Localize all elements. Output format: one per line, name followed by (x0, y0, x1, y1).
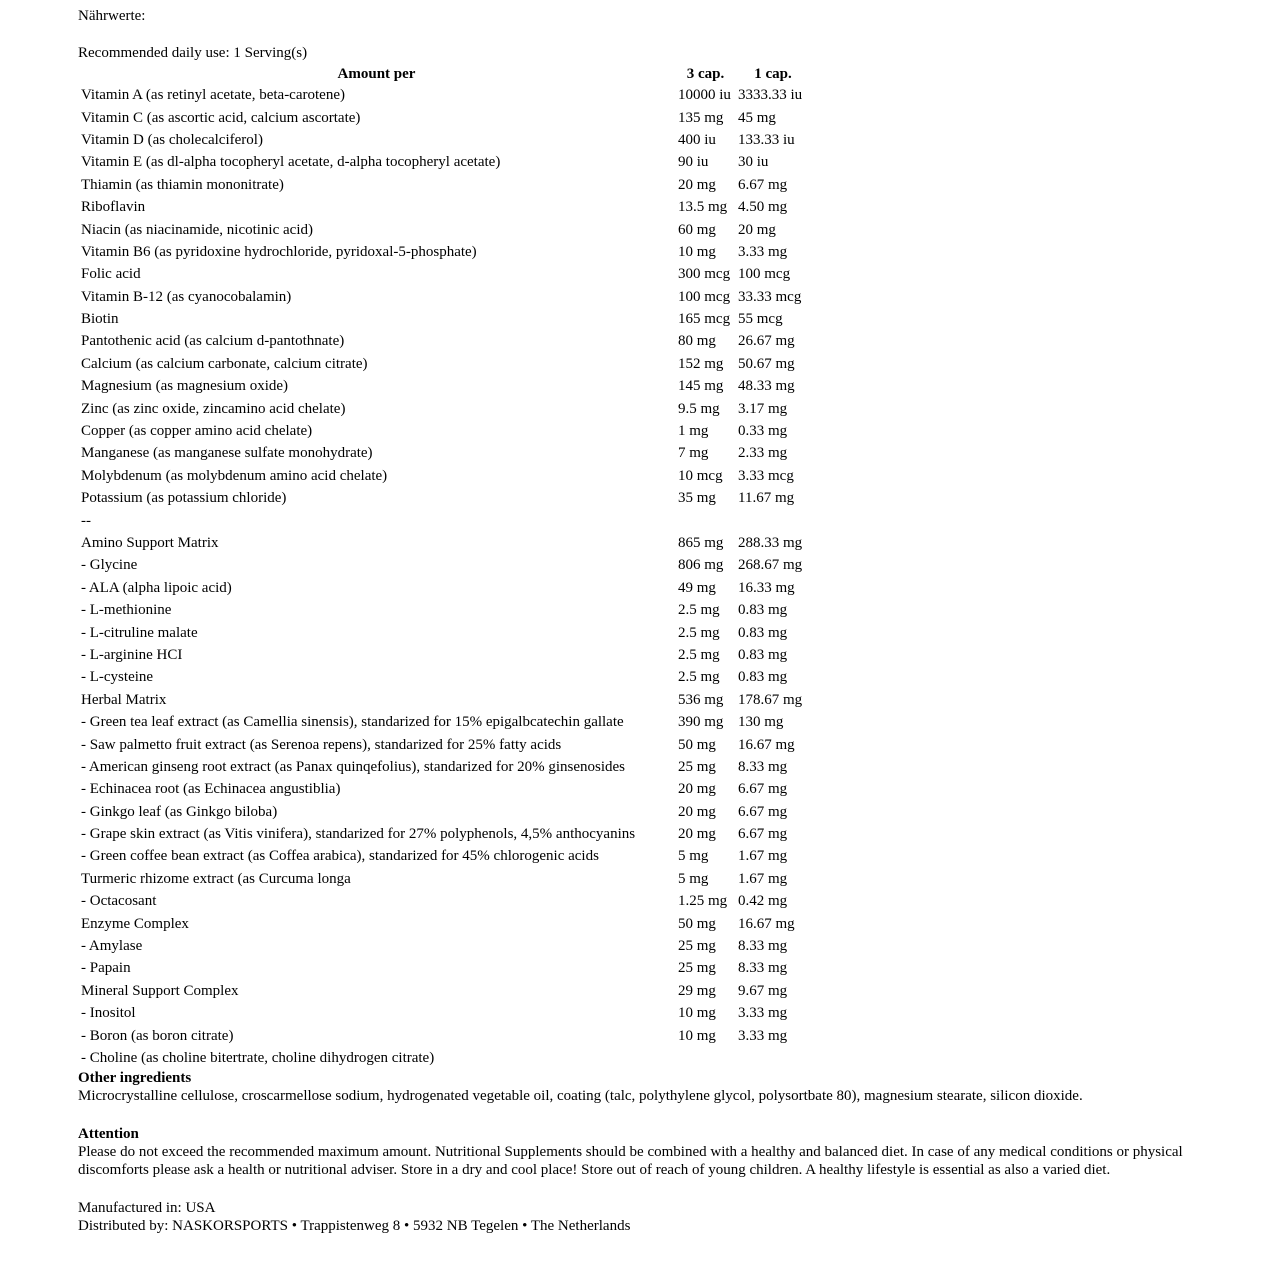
table-row (78, 397, 810, 419)
table-row (78, 375, 810, 397)
amount-3-cap: 20 mg (678, 803, 716, 820)
amount-3-cap: 50 mg (678, 736, 716, 753)
nutrient-name: Enzyme Complex (81, 915, 189, 932)
table-row (78, 487, 810, 509)
amount-3-cap: 29 mg (678, 982, 716, 999)
other-ingredients-title: Other ingredients (78, 1070, 192, 1087)
amount-1-cap: 3.33 mcg (738, 467, 794, 484)
table-row (78, 778, 810, 800)
amount-3-cap: 135 mg (678, 109, 724, 126)
amount-3-cap: 10 mg (678, 1027, 716, 1044)
table-row (78, 330, 810, 352)
amount-1-cap: 48.33 mg (738, 378, 795, 395)
amount-1-cap: 33.33 mcg (738, 288, 802, 305)
amount-3-cap: 2.5 mg (678, 646, 720, 663)
nutrition-table (78, 63, 810, 1069)
table-row (78, 286, 810, 308)
table-row (78, 241, 810, 263)
amount-3-cap: 20 mg (678, 826, 716, 843)
amount-3-cap: 100 mcg (678, 288, 731, 305)
amount-1-cap: 133.33 iu (738, 131, 795, 148)
amount-1-cap: 6.67 mg (738, 826, 788, 843)
table-row (78, 84, 810, 106)
amount-3-cap: 80 mg (678, 333, 716, 350)
spacer (78, 1180, 1238, 1199)
amount-1-cap: 3.33 mg (738, 1005, 788, 1022)
amount-1-cap: 20 mg (738, 221, 776, 238)
amount-3-cap: 10000 iu (678, 87, 731, 104)
table-row (78, 308, 810, 330)
nutrient-name: Magnesium (as magnesium oxide) (81, 378, 289, 395)
nutrient-name: - L-arginine HCI (81, 646, 183, 663)
amount-1-cap: 178.67 mg (738, 691, 803, 708)
manufactured-in: Manufactured in: USA (78, 1199, 216, 1216)
nutrient-name: Biotin (81, 311, 119, 328)
nutrient-name: - ALA (alpha lipoic acid) (81, 579, 232, 596)
amount-1-cap: 3.33 mg (738, 1027, 788, 1044)
nutrient-name: - Glycine (81, 557, 138, 574)
amount-3-cap: 1.25 mg (678, 893, 728, 910)
nutrient-name: Niacin (as niacinamide, nicotinic acid) (81, 221, 313, 238)
amount-3-cap: 60 mg (678, 221, 716, 238)
amount-1-cap: 55 mcg (738, 311, 783, 328)
amount-3-cap: 2.5 mg (678, 624, 720, 641)
amount-1-cap: 8.33 mg (738, 938, 788, 955)
nutrient-name: Herbal Matrix (81, 691, 167, 708)
amount-1-cap: 8.33 mg (738, 758, 788, 775)
amount-3-cap: 9.5 mg (678, 400, 720, 417)
amount-1-cap: 100 mcg (738, 266, 791, 283)
nutrient-name: - Saw palmetto fruit extract (as Serenoa repens), standarized for 25% fatty acids (81, 736, 562, 753)
amount-1-cap: 16.67 mg (738, 915, 795, 932)
amount-1-cap: 130 mg (738, 714, 784, 731)
amount-3-cap: 1 mg (678, 423, 709, 440)
amount-1-cap: 50.67 mg (738, 355, 795, 372)
amount-1-cap: 3.17 mg (738, 400, 788, 417)
nutrient-name: Zinc (as zinc oxide, zincamino acid chelate) (81, 400, 346, 417)
amount-1-cap: 1.67 mg (738, 848, 788, 865)
amount-3-cap: 7 mg (678, 445, 709, 462)
amount-1-cap: 30 iu (738, 154, 769, 171)
amount-3-cap: 10 mcg (678, 467, 723, 484)
table-row (78, 1002, 810, 1024)
amount-1-cap: 6.67 mg (738, 176, 788, 193)
table-row (78, 689, 810, 711)
nutrition-table-body (78, 84, 810, 1069)
nutrient-name: Molybdenum (as molybdenum amino acid chelate) (81, 467, 388, 484)
table-row (78, 577, 810, 599)
attention-title: Attention (78, 1125, 139, 1142)
nutrient-name: - Choline (as choline bitertrate, choline dihydrogen citrate) (81, 1049, 435, 1066)
nutrient-name: Pantothenic acid (as calcium d-pantothnate) (81, 333, 345, 350)
table-row (78, 509, 810, 531)
table-row (78, 532, 810, 554)
nutrient-name: - Ginkgo leaf (as Ginkgo biloba) (81, 803, 278, 820)
amount-3-cap: 806 mg (678, 557, 724, 574)
amount-1-cap: 16.67 mg (738, 736, 795, 753)
amount-3-cap: 20 mg (678, 781, 716, 798)
table-row (78, 263, 810, 285)
amount-1-cap: 16.33 mg (738, 579, 795, 596)
spacer (78, 1106, 1238, 1125)
amount-1-cap: 26.67 mg (738, 333, 795, 350)
nutrient-name: Vitamin C (as ascortic acid, calcium ascortate) (81, 109, 361, 126)
table-row (78, 823, 810, 845)
table-row (78, 912, 810, 934)
amount-1-cap: 268.67 mg (738, 557, 803, 574)
amount-3-cap: 25 mg (678, 960, 716, 977)
amount-3-cap: 2.5 mg (678, 602, 720, 619)
nutrient-name: Calcium (as calcium carbonate, calcium citrate) (81, 355, 368, 372)
nutrient-name: - Green tea leaf extract (as Camellia sinensis), standarized for 15% epigalbcatechin gallate (81, 714, 624, 731)
header-1-cap: 1 cap. (754, 65, 792, 82)
amount-1-cap: 0.33 mg (738, 423, 788, 440)
nutrient-name: Vitamin A (as retinyl acetate, beta-carotene) (81, 87, 345, 104)
recommended-use: Recommended daily use: 1 Serving(s) (78, 45, 308, 61)
attention-text: Please do not exceed the recommended maximum amount. Nutritional Supplements should be combined with a healthy and balanced diet. In case of any medical conditions or physical discomforts please ask a health or nutritional adviser. Store in a dry and cool place! Store out of reach of young children. A healthy lifestyle is essential as also a varied diet. (78, 1143, 1183, 1179)
table-row (78, 599, 810, 621)
page-title: Nährwerte: (78, 8, 146, 24)
table-row (78, 890, 810, 912)
nutrient-name: - Green coffee bean extract (as Coffea arabica), standarized for 45% chlorogenic acids (81, 848, 599, 865)
amount-3-cap: 165 mcg (678, 311, 731, 328)
amount-1-cap: 6.67 mg (738, 781, 788, 798)
amount-1-cap: 288.33 mg (738, 535, 803, 551)
amount-3-cap: 35 mg (678, 490, 716, 507)
nutrient-name: - Grape skin extract (as Vitis vinifera), standarized for 27% polyphenols, 4,5% anthocyanins (81, 826, 636, 843)
amount-3-cap: 25 mg (678, 938, 716, 955)
table-header-row (78, 63, 810, 84)
amount-3-cap: 90 iu (678, 154, 709, 171)
table-row (78, 465, 810, 487)
nutrient-name: Manganese (as manganese sulfate monohydrate) (81, 445, 373, 462)
table-row (78, 801, 810, 823)
nutrient-name: - L-cysteine (81, 669, 154, 686)
table-row (78, 756, 810, 778)
table-row (78, 353, 810, 375)
table-row (78, 868, 810, 890)
other-ingredients-text: Microcrystalline cellulose, croscarmellose sodium, hydrogenated vegetable oil, coating (talc, polythylene glycol, polysortbate 80), magnesium stearate, silicon dioxide. (78, 1088, 1083, 1105)
amount-1-cap: 1.67 mg (738, 870, 788, 887)
nutrient-name: - Octacosant (81, 893, 157, 910)
table-row (78, 957, 810, 979)
nutrient-name: - American ginseng root extract (as Panax quinqefolius), standarized for 20% ginsenosides (81, 758, 626, 775)
spacer (78, 25, 1238, 44)
amount-1-cap: 8.33 mg (738, 960, 788, 977)
nutrient-name: Thiamin (as thiamin mononitrate) (81, 176, 284, 193)
amount-1-cap (736, 509, 810, 531)
table-row (78, 218, 810, 240)
amount-3-cap: 300 mcg (678, 266, 731, 283)
amount-3-cap: 145 mg (678, 378, 724, 395)
amount-3-cap: 2.5 mg (678, 669, 720, 686)
nutrient-name: - Boron (as boron citrate) (81, 1027, 234, 1044)
amount-3-cap: 5 mg (678, 848, 709, 865)
table-row (78, 644, 810, 666)
nutrient-name: - Echinacea root (as Echinacea angustiblia) (81, 781, 341, 798)
amount-1-cap: 3.33 mg (738, 243, 788, 260)
amount-3-cap: 20 mg (678, 176, 716, 193)
amount-3-cap (675, 1047, 736, 1069)
nutrient-name: - Inositol (81, 1005, 136, 1022)
header-3-cap: 3 cap. (686, 65, 725, 82)
nutrient-name: Potassium (as potassium chloride) (81, 490, 287, 507)
amount-1-cap: 3333.33 iu (738, 87, 803, 104)
nutrient-name: Folic acid (81, 266, 141, 283)
nutrient-name: - L-methionine (81, 602, 172, 619)
table-row (78, 1047, 810, 1069)
nutrient-name: - L-citruline malate (81, 624, 198, 641)
table-row (78, 174, 810, 196)
nutrient-name: Vitamin B6 (as pyridoxine hydrochloride, pyridoxal-5-phosphate) (81, 243, 477, 260)
nutrient-name: Mineral Support Complex (81, 982, 239, 999)
nutrient-name: Riboflavin (81, 199, 146, 216)
table-row (78, 711, 810, 733)
table-row (78, 733, 810, 755)
table-row (78, 554, 810, 576)
table-row (78, 420, 810, 442)
amount-1-cap: 2.33 mg (738, 445, 788, 462)
amount-3-cap: 400 iu (678, 131, 716, 148)
amount-3-cap: 5 mg (678, 870, 709, 887)
amount-1-cap: 0.83 mg (738, 669, 788, 686)
table-row (78, 845, 810, 867)
table-row (78, 980, 810, 1002)
table-row (78, 151, 810, 173)
amount-1-cap: 11.67 mg (738, 490, 795, 507)
amount-1-cap: 0.42 mg (738, 893, 788, 910)
nutrient-name: Vitamin B-12 (as cyanocobalamin) (81, 288, 292, 305)
nutrient-name: -- (81, 512, 91, 529)
table-row (78, 442, 810, 464)
amount-3-cap (675, 509, 736, 531)
nutrient-name: Turmeric rhizome extract (as Curcuma longa (81, 870, 351, 887)
amount-3-cap: 49 mg (678, 579, 716, 596)
nutrient-name: - Amylase (81, 938, 143, 955)
amount-3-cap: 50 mg (678, 915, 716, 932)
amount-3-cap: 25 mg (678, 758, 716, 775)
distributed-by: Distributed by: NASKORSPORTS • Trappistenweg 8 • 5932 NB Tegelen • The Netherlands (78, 1217, 631, 1234)
amount-1-cap: 0.83 mg (738, 646, 788, 663)
table-row (78, 129, 810, 151)
amount-3-cap: 10 mg (678, 1005, 716, 1022)
amount-3-cap: 13.5 mg (678, 199, 728, 216)
table-row (78, 1024, 810, 1046)
table-row (78, 196, 810, 218)
amount-1-cap: 6.67 mg (738, 803, 788, 820)
nutrient-name: Amino Support Matrix (81, 535, 219, 551)
amount-3-cap: 865 mg (678, 535, 724, 551)
nutrient-name: - Papain (81, 960, 131, 977)
nutrient-name: Copper (as copper amino acid chelate) (81, 423, 313, 440)
amount-3-cap: 152 mg (678, 355, 724, 372)
header-amount-per: Amount per (337, 65, 416, 82)
table-row (78, 621, 810, 643)
nutrient-name: Vitamin E (as dl-alpha tocopheryl acetate, d-alpha tocopheryl acetate) (81, 154, 501, 171)
amount-1-cap: 9.67 mg (738, 982, 788, 999)
amount-1-cap: 4.50 mg (738, 199, 788, 216)
amount-3-cap: 536 mg (678, 691, 724, 708)
amount-1-cap: 0.83 mg (738, 602, 788, 619)
amount-1-cap: 45 mg (738, 109, 776, 126)
table-row (78, 935, 810, 957)
document (78, 7, 1238, 1235)
table-row (78, 666, 810, 688)
amount-3-cap: 10 mg (678, 243, 716, 260)
table-row (78, 106, 810, 128)
amount-3-cap: 390 mg (678, 714, 724, 731)
nutrient-name: Vitamin D (as cholecalciferol) (81, 131, 263, 148)
amount-1-cap (736, 1047, 810, 1069)
amount-1-cap: 0.83 mg (738, 624, 788, 641)
